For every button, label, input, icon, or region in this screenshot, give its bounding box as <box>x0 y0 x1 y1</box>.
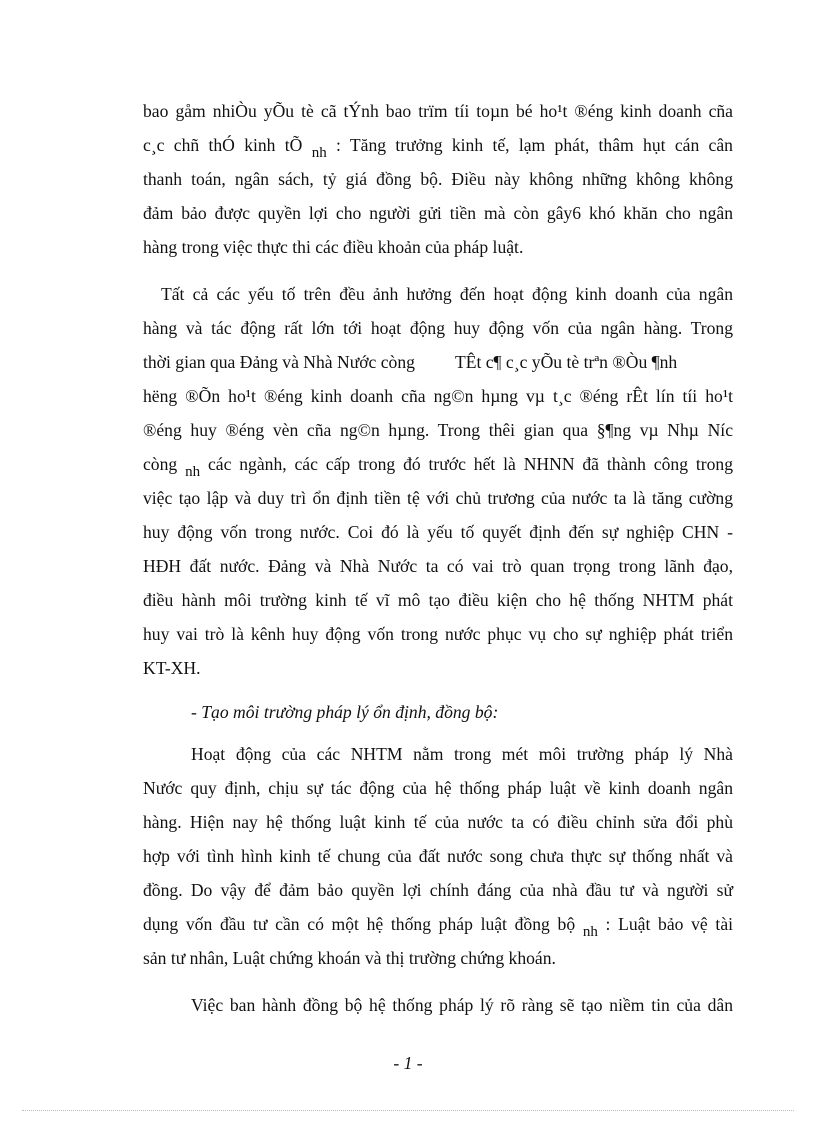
text-line: việc tạo lập và duy trì ổn định tiền tệ với chủ trương của nước ta là tăng cường <box>143 488 733 508</box>
text-line: hàng. Hiện nay hệ thống luật kinh tế của nước ta có điều chỉnh sửa đổi phù <box>143 812 733 832</box>
text-line: KT-XH. <box>143 658 201 678</box>
text-line: HĐH đất nước. Đảng và Nhà Nước ta có vai trò quan trọng trong lãnh đạo, <box>143 556 733 576</box>
text-line: đồng. Do vậy để đảm bảo quyền lợi chính đáng của nhà đầu tư và người sử <box>143 880 733 900</box>
text-line: sản tư nhân, Luật chứng khoán và thị trường chứng khoán. <box>143 948 556 968</box>
text-line <box>143 133 733 159</box>
text-fragment: còng <box>143 454 178 474</box>
text-fragment: c¸c chñ thÓ kinh tÕ <box>143 135 303 155</box>
text-line: Nước quy định, chịu sự tác động của hệ thống pháp luật về kinh doanh ngân <box>143 778 733 798</box>
text-fragment: TÊt c¶ c¸c yÕu tè trªn ®Òu ¶nh <box>454 352 678 372</box>
text-line: bao gåm nhiÒu yÕu tè cã tÝnh bao trïm tíi toµn bé ho¹t ®éng kinh doanh cña <box>143 101 733 121</box>
subscript-fragment: nh <box>582 924 598 940</box>
text-line: hàng và tác động rất lớn tới hoạt động huy động vốn của ngân hàng. Trong <box>143 318 733 338</box>
text-line: thanh toán, ngân sách, tỷ giá đồng bộ. Điều này không những không không <box>143 169 733 189</box>
text-line <box>143 350 733 374</box>
text-fragment: các ngành, các cấp trong đó trước hết là NHNN đã thành công trong <box>207 454 734 474</box>
paragraph-start-line: Tất cả các yếu tố trên đều ảnh hưởng đến hoạt động kinh doanh của ngân <box>161 284 733 304</box>
text-line <box>143 452 733 478</box>
paragraph-start-line: Hoạt động của các NHTM nằm trong mét môi trường pháp lý Nhà <box>191 744 733 764</box>
subscript-fragment: nh <box>185 464 201 480</box>
paragraph-start-line: Việc ban hành đồng bộ hệ thống pháp lý rõ ràng sẽ tạo niềm tin của dân <box>191 995 733 1015</box>
text-line: đảm bảo được quyền lợi cho người gửi tiền mà còn gây6 khó khăn cho ngân <box>143 203 733 223</box>
text-line: huy vai trò là kênh huy động vốn trong nước phục vụ cho sự nghiệp phát triển <box>143 624 733 644</box>
text-line: hợp với tình hình kinh tế chung của đất nước song chưa thực sự thống nhất và <box>143 846 733 866</box>
page-bottom-divider <box>22 1110 794 1111</box>
text-fragment: : Luật bảo vệ tài <box>605 914 734 934</box>
text-fragment: thời gian qua Đảng và Nhà Nước còng <box>143 352 415 372</box>
text-line: ®éng huy ®éng vèn cña ng©n hµng. Trong thêi gian qua §¶ng vµ Nhµ Níc <box>143 420 733 440</box>
text-line: huy động vốn trong nước. Coi đó là yếu tố quyết định đến sự nghiệp CHN - <box>143 522 733 542</box>
subscript-fragment: nh <box>311 145 327 161</box>
section-heading: - Tạo môi trường pháp lý ổn định, đồng bộ: <box>191 702 499 722</box>
page-number-dash: - <box>393 1053 400 1073</box>
text-line: hëng ®Õn ho¹t ®éng kinh doanh cña ng©n hµng vµ t¸c ®éng rÊt lín tíi ho¹t <box>143 386 733 406</box>
page-number-value: 1 <box>403 1053 413 1073</box>
text-line <box>143 912 733 938</box>
text-line: điều hành môi trường kinh tế vĩ mô tạo điều kiện cho hệ thống NHTM phát <box>143 590 733 610</box>
text-fragment: dụng vốn đầu tư cần có một hệ thống pháp luật đồng bộ <box>143 914 576 934</box>
text-fragment: : Tăng trưởng kinh tế, lạm phát, thâm hụt cán cân <box>336 135 733 155</box>
text-line: hàng trong việc thực thi các điều khoản của pháp luật. <box>143 237 524 257</box>
page-number-dash: - <box>416 1053 423 1073</box>
page-number <box>0 1051 816 1075</box>
